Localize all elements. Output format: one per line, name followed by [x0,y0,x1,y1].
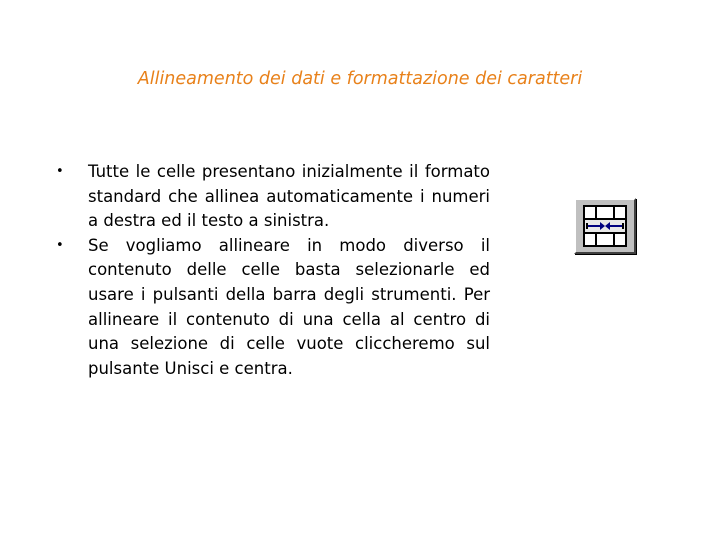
bullet-text: Tutte le celle presentano inizialmente il formato standard che allinea automaticamente i numeri a destra ed il testo a sinistra. [88,162,490,231]
bullet-text: Se vogliamo allineare in modo diverso il contenuto delle celle basta selezionarle ed usare i pulsanti della barra degli strumenti. Per allineare il contenuto di una cella al centro di una selezione di celle vuote cliccheremo sul pulsante Unisci e centra. [88,235,490,378]
bullet-item [56,234,490,382]
bullet-list [56,160,490,381]
bullet-symbol: • [56,164,64,179]
merge-and-center-icon [576,200,634,252]
bullet-item [56,160,490,234]
merge-and-center-button[interactable] [574,198,636,254]
bullet-symbol: • [56,237,64,253]
slide-title: Allineamento dei dati e formattazione dei caratteri [137,69,583,89]
